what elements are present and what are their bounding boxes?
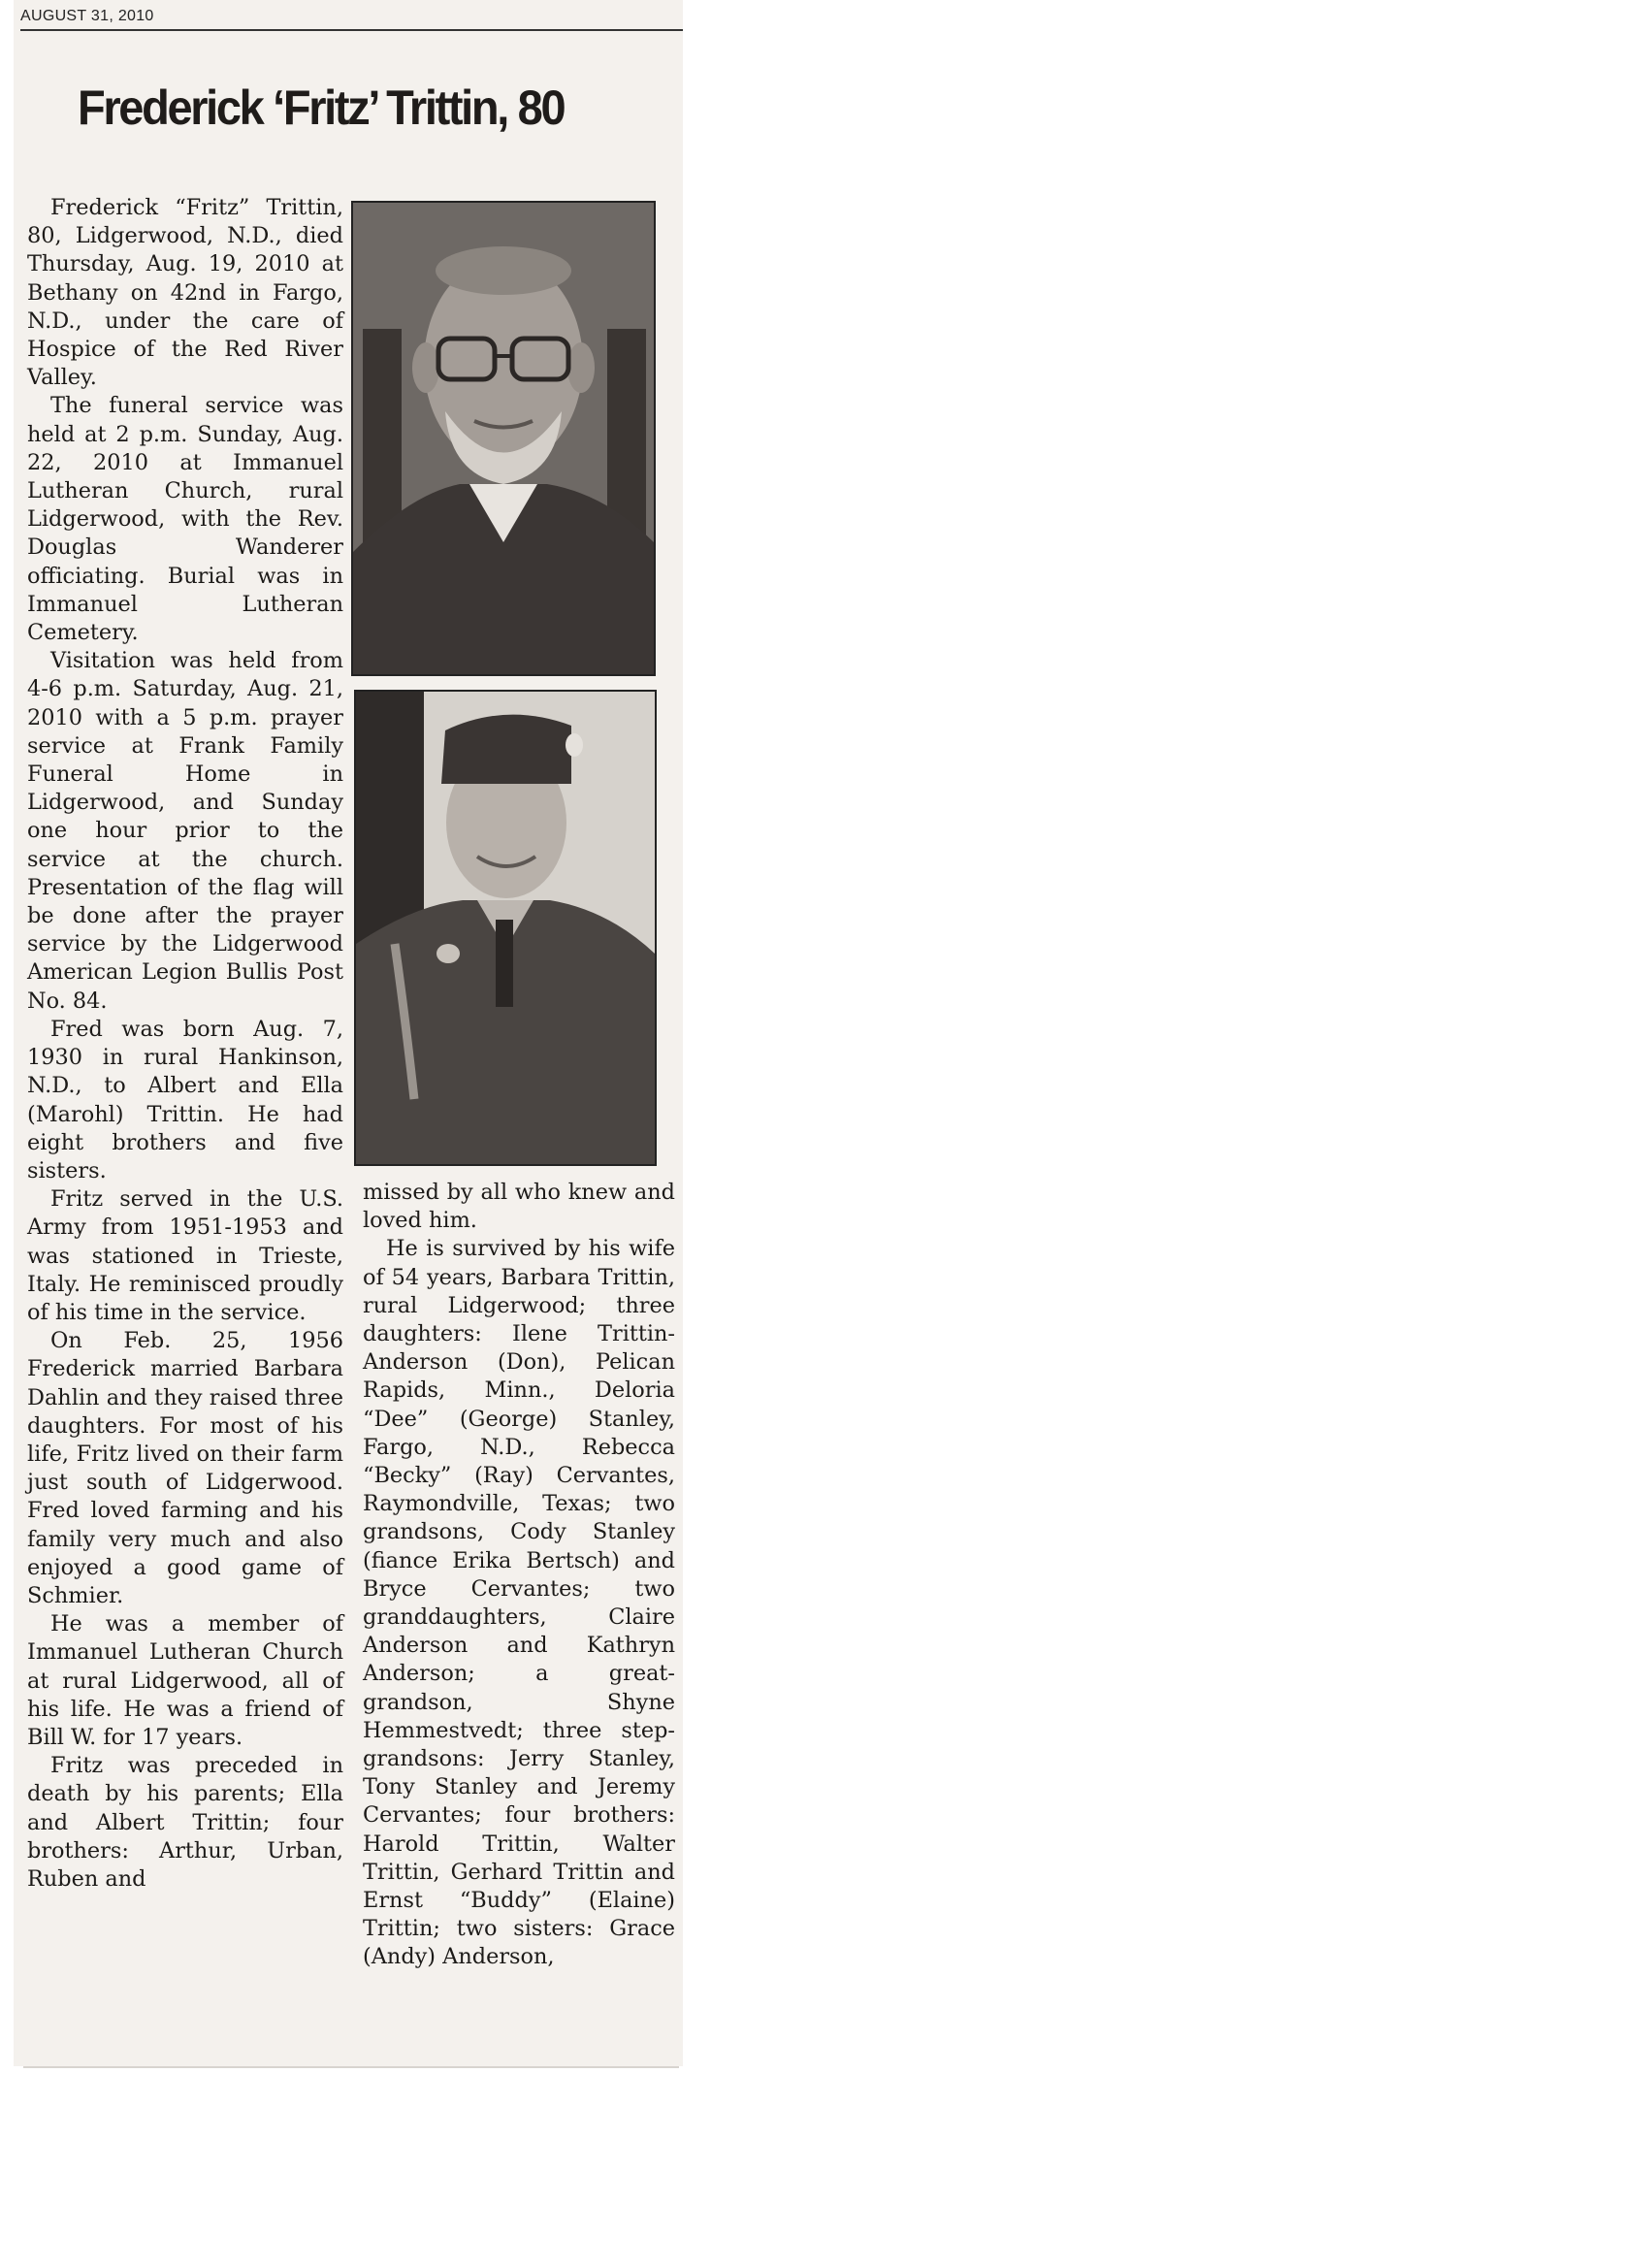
paragraph-death: Frederick “Fritz” Trittin, 80, Lidgerwood, N.D., died Thursday, Aug. 19, 2010 at Bethany on 42nd in Fargo, N.D., under the care of Hospice of the Red River Valley. — [27, 195, 343, 391]
article-column-left — [27, 194, 343, 1894]
paragraph-marriage: On Feb. 25, 1956 Frederick married Barbara Dahlin and they raised three daughters. For most of his life, Fritz lived on their farm just south of Lidgerwood. Fred loved farming and his family very much and also enjoyed a good game of Schmier. — [27, 1328, 343, 1608]
paragraph-visitation: Visitation was held from 4-6 p.m. Saturday, Aug. 21, 2010 with a 5 p.m. prayer service at Frank Family Funeral Home in Lidgerwood, and Sunday one hour prior to the service at the church. Presentation of the flag will be done after the prayer service by the Lidgerwood American Legion Bullis Post No. 84. — [27, 648, 343, 1014]
newspaper-clipping — [14, 0, 683, 2066]
paragraph-survivors: He is survived by his wife of 54 years, Barbara Trittin, rural Lidgerwood; three daughters: Ilene Trittin-Anderson (Don), Pelican Rapids, Minn., Deloria “Dee” (George) Stanley, Fargo, N.D., Rebecca “Becky” (Ray) Cervantes, Raymondville, Texas; two grandsons, Cody Stanley (fiance Erika Bertsch) and Bryce Cervantes; two granddaughters, Claire Anderson and Kathryn Anderson; a great-grandson, Shyne Hemmestvedt; three step-grandsons: Jerry Stanley, Tony Stanley and Jeremy Cervantes; four brothers: Harold Trittin, Walter Trittin, Gerhard Trittin and Ernst “Buddy” (Elaine) Trittin; two sisters: Grace (Andy) Anderson, — [363, 1236, 675, 1970]
dateline: AUGUST 31, 2010 — [20, 8, 154, 24]
paragraph-church: He was a member of Immanuel Lutheran Church at rural Lidgerwood, all of his life. He was a friend of Bill W. for 17 years. — [27, 1611, 343, 1750]
paragraph-army: Fritz served in the U.S. Army from 1951-1953 and was stationed in Trieste, Italy. He reminisced proudly of his time in the service. — [27, 1186, 343, 1325]
portrait-elderly-man-icon — [351, 201, 656, 676]
article-column-right — [363, 1179, 675, 1972]
paragraph-birth: Fred was born Aug. 7, 1930 in rural Hankinson, N.D., to Albert and Ella (Marohl) Trittin. He had eight brothers and five sisters. — [27, 1016, 343, 1183]
header-rule — [20, 29, 683, 31]
portrait-young-soldier-icon — [354, 690, 657, 1166]
paragraph-preceded: Fritz was preceded in death by his parents; Ella and Albert Trittin; four brothers: Arthur, Urban, Ruben and — [27, 1753, 343, 1892]
obituary-headline: Frederick ‘Fritz’ Trittin, 80 — [78, 81, 565, 135]
paragraph-continued: missed by all who knew and loved him. — [363, 1180, 675, 1234]
paragraph-funeral: The funeral service was held at 2 p.m. Sunday, Aug. 22, 2010 at Immanuel Lutheran Church, rural Lidgerwood, with the Rev. Douglas Wanderer officiating. Burial was in Immanuel Lutheran Cemetery. — [27, 393, 343, 646]
